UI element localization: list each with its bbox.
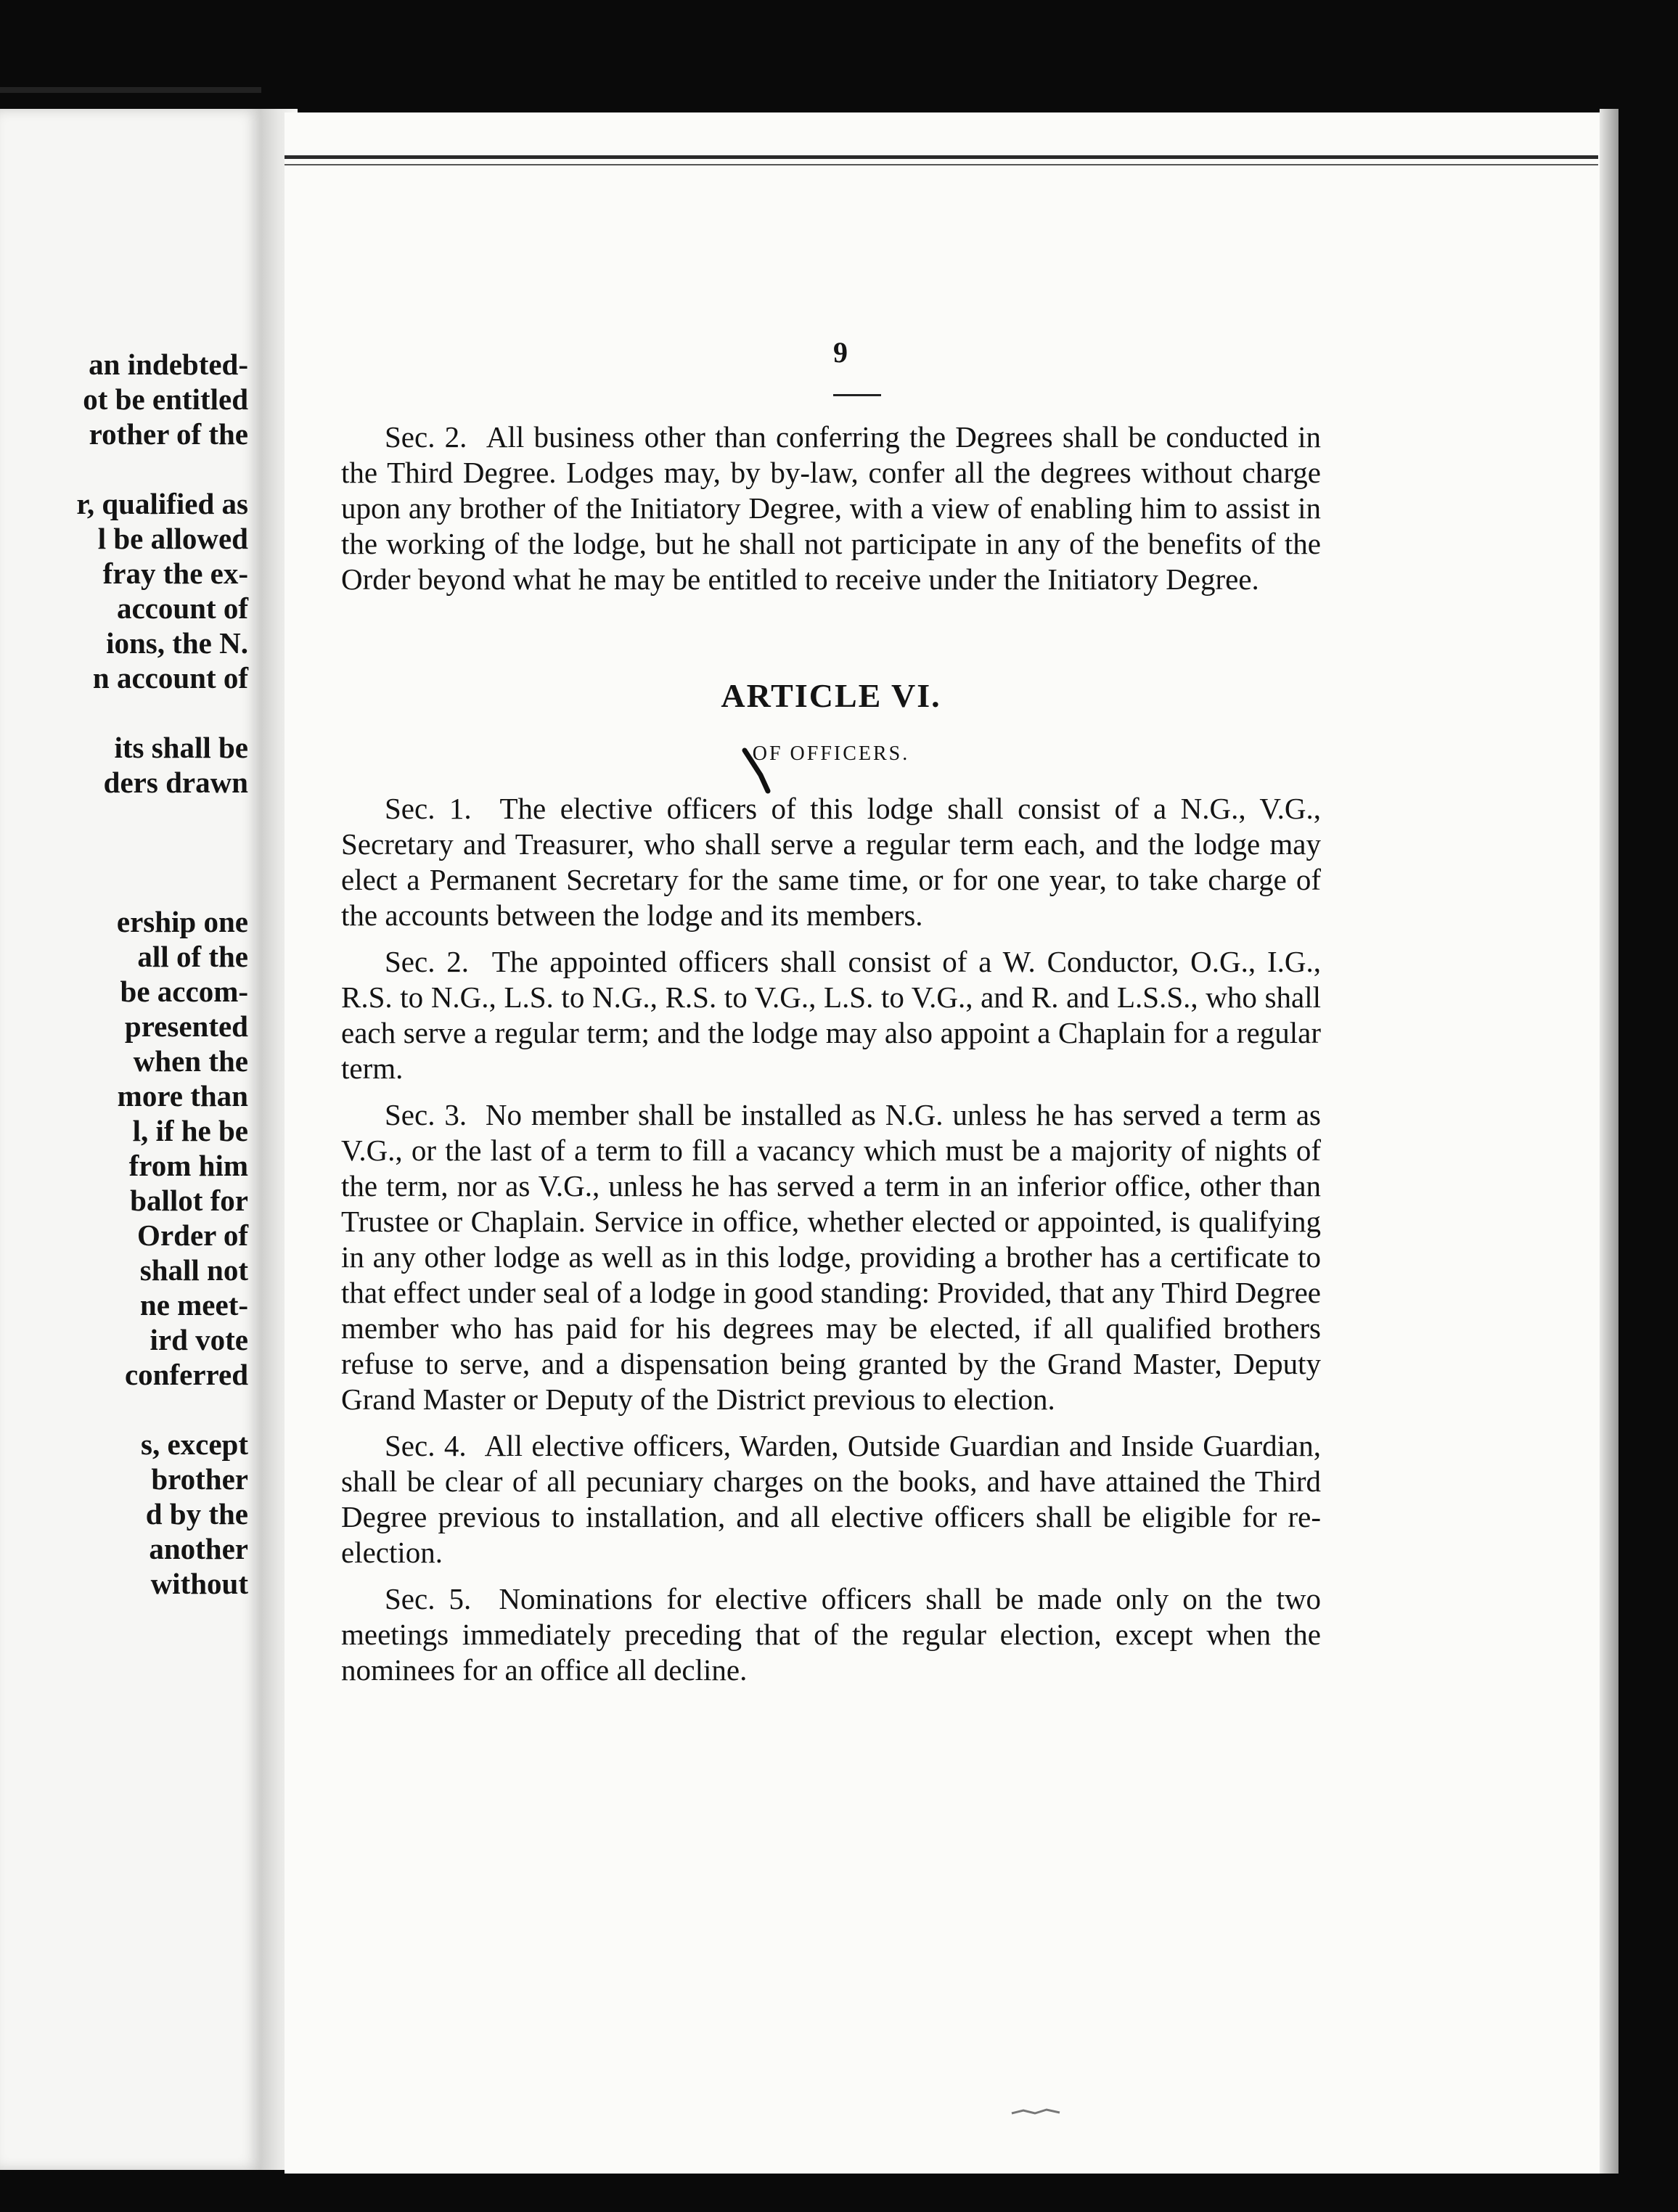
article-sections <box>341 791 1321 1699</box>
left-page-fragment: conferred <box>124 1358 248 1391</box>
section-text: All elective officers, Warden, Outside Guardian and Inside Guardian, shall be clear of all pecuniary charges on the books, and have attained the Third Degree previous to installation, and all elective officers shall be eligible for re-election. <box>341 1429 1322 1569</box>
top-rule <box>285 155 1598 159</box>
left-page-fragment: without <box>150 1567 248 1600</box>
section-paragraph <box>341 1097 1321 1417</box>
left-page-fragment: ions, the N. <box>106 626 248 660</box>
section-label: Sec. 2. <box>385 945 470 978</box>
page-number-rule <box>833 394 881 396</box>
section-top <box>341 419 1321 608</box>
left-page-fragment: r, qualified as <box>76 487 248 520</box>
section-label: Sec. 1. <box>385 792 472 825</box>
left-page-fragment: its shall be <box>114 731 248 764</box>
left-page-fragment: d by the <box>145 1497 248 1531</box>
left-page-fragment: be accom- <box>120 975 248 1008</box>
section-label: Sec. 3. <box>385 1098 467 1131</box>
left-page-fragment: l, if he be <box>132 1114 248 1147</box>
left-page-fragment: shall not <box>139 1253 248 1287</box>
smudge-mark-icon <box>1009 2105 1067 2119</box>
left-page-fragment: Order of <box>137 1218 248 1252</box>
article-subtitle: OF OFFICERS. <box>752 742 910 765</box>
left-page-fragment: another <box>149 1532 248 1565</box>
left-page-fragment: presented <box>124 1009 248 1043</box>
left-page-fragment: when the <box>133 1044 248 1078</box>
section-label: Sec. 5. <box>385 1582 472 1615</box>
section-label: Sec. 2. <box>385 420 467 454</box>
section-text: The elective officers of this lodge shall consist of a N.G., V.G., Secretary and Treasurer, who shall serve a regular term each, and the lodge may elect a Permanent Secretary for the same time, or for one year, to take charge of the accounts between the lodge and its members. <box>341 792 1322 932</box>
left-page-fragment: ership one <box>116 905 248 938</box>
page-number: 9 <box>833 336 848 369</box>
left-page-fragment: fray the ex- <box>102 557 248 590</box>
section-paragraph <box>341 944 1321 1086</box>
left-page-top-border <box>0 87 261 93</box>
left-page-fragment: ne meet- <box>139 1288 248 1322</box>
section-text: All business other than conferring the Degrees shall be conducted in the Third Degree. Lodges may, by by-law, confer all the degrees without charge upon any brother of the Initiatory Degree, with a view of enabling him to assist in the working of the lodge, but he shall not participate in any of the benefits of the Order beyond what he may be entitled to receive under the Initiatory Degree. <box>341 420 1322 596</box>
left-page-fragment: ders drawn <box>103 766 248 799</box>
section-text: Nominations for elective officers shall be made only on the two meetings immediately preceding that of the regular election, except when the nominees for an office all decline. <box>341 1582 1322 1687</box>
left-page-fragment: s, except <box>140 1427 248 1461</box>
page-edge-shadow <box>1600 109 1618 2174</box>
article-title: ARTICLE VI. <box>721 677 941 714</box>
left-page-fragment: an indebted- <box>89 348 248 381</box>
left-page-fragment: from him <box>128 1149 248 1182</box>
left-page-fragment: all of the <box>137 940 248 973</box>
section-paragraph <box>341 791 1321 933</box>
left-page-fragment: ot be entitled <box>83 382 248 416</box>
left-facing-page <box>0 109 261 2170</box>
left-page-fragment: rother of the <box>89 417 248 451</box>
section-paragraph <box>341 1581 1321 1688</box>
section-text: No member shall be installed as N.G. unless he has served a term as V.G., or the last of a term to fill a vacancy which must be a majority of nights of the term, nor as V.G., unless he has served a term in an inferior office, other than Trustee or Chaplain. Service in office, whether elected or appointed, is qualifying in any other lodge as well as in this lodge, providing a brother has a certificate to that effect under seal of a lodge in good standing: Provided, that any Third Degree member who has paid for his degrees may be elected, if all qualified brothers refuse to serve, and a dispensation being granted by the Grand Master, Deputy Grand Master or Deputy of the District previous to election. <box>341 1098 1322 1416</box>
left-page-fragment: brother <box>151 1462 248 1496</box>
left-page-fragment: account of <box>116 591 248 625</box>
section-text: The appointed officers shall consist of a W. Conductor, O.G., I.G., R.S. to N.G., L.S. to N.G., R.S. to V.G., L.S. to V.G., and R. and L.S.S., who shall each serve a regular term; and the lodge may also appoint a Chaplain for a regular term. <box>341 945 1322 1085</box>
left-page-fragment: more than <box>117 1079 248 1113</box>
left-page-fragment: n account of <box>92 661 248 695</box>
left-page-fragment: l be allowed <box>97 522 248 555</box>
left-page-fragment: ballot for <box>130 1184 248 1217</box>
section-label: Sec. 4. <box>385 1429 467 1462</box>
left-page-fragment: ird vote <box>150 1323 248 1356</box>
top-rule-thin <box>285 164 1598 165</box>
section-paragraph <box>341 1428 1321 1570</box>
section-paragraph <box>341 419 1321 597</box>
